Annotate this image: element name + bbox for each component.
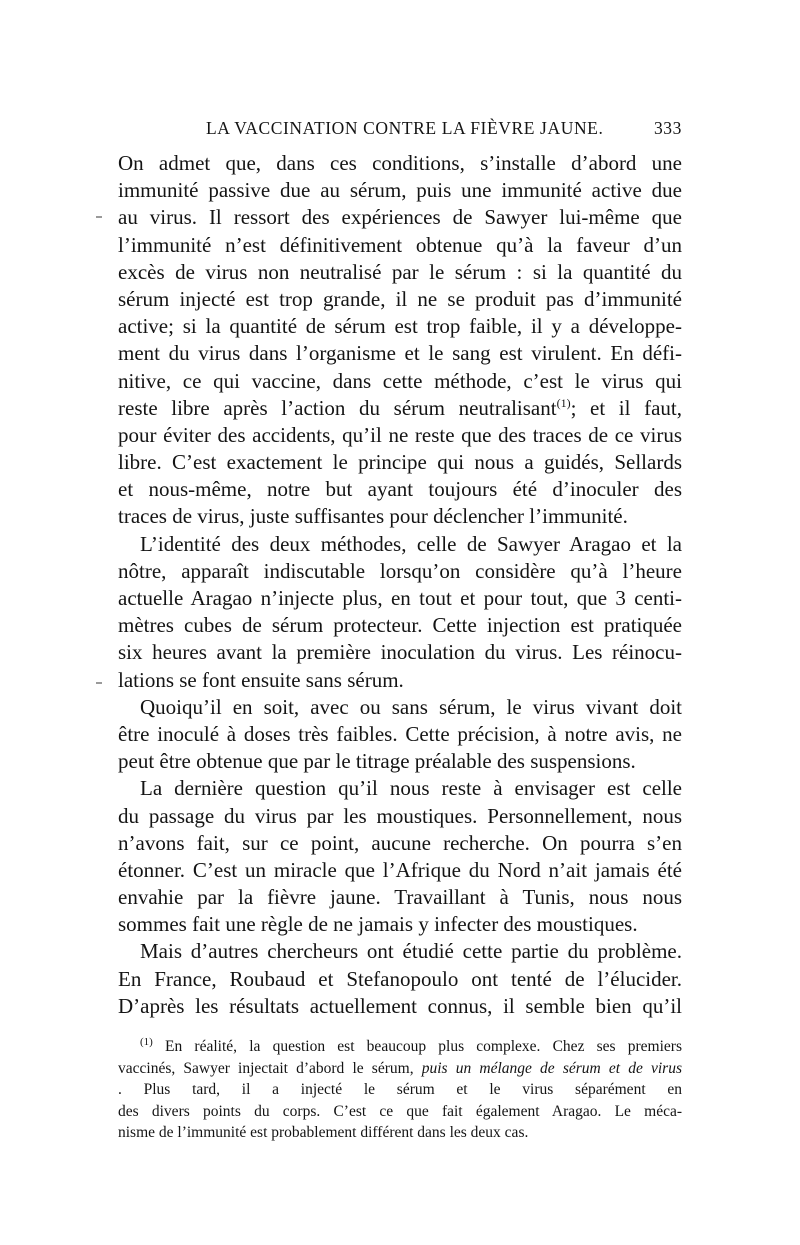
footnote-line: vaccinés, Sawyer injectait d’abord le sérum, puis un mélange de sérum et de virus (118, 1058, 682, 1080)
text-line: lations se font ensuite sans sérum. (118, 667, 404, 692)
paragraph (118, 150, 682, 531)
text-line: Mais d’autres chercheurs ont étudié cette partie du problème. (140, 939, 682, 964)
book-page (118, 112, 682, 1144)
paragraph (118, 694, 682, 776)
text-line: Quoiqu’il en soit, avec ou sans sérum, le virus vivant doit (140, 694, 682, 719)
footnote-line: des divers points du corps. C’est ce que fait également Aragao. Le méca- (118, 1102, 682, 1120)
text-line: excès de virus non neutralisé par le sérum : si la quantité du (118, 259, 682, 284)
text-line: pour éviter des accidents, qu’il ne reste que des traces de ce virus (118, 422, 682, 447)
text-line: au virus. Il ressort des expériences de Sawyer lui-même que (118, 205, 682, 230)
text-line: En France, Roubaud et Stefanopoulo ont tenté de l’élucider. (118, 966, 682, 991)
running-title: LA VACCINATION CONTRE LA FIÈVRE JAUNE. (206, 118, 604, 138)
text-line: actuelle Aragao n’injecte plus, en tout et pour tout, que 3 centi- (118, 586, 682, 610)
text-line: reste libre après l’action du sérum neutralisant$^{(1)}$; et il faut, (118, 395, 682, 420)
text-line: étonner. C’est un miracle que l’Afrique du Nord n’ait jamais été (118, 857, 682, 882)
text-line: D’après les résultats actuellement connus, il semble bien qu’il (118, 993, 682, 1018)
paragraph (118, 938, 682, 1020)
footnote-italic: puis un mélange de sérum et de virus (421, 1059, 682, 1077)
page-number: 333 (653, 118, 682, 138)
margin-mark (96, 682, 102, 684)
margin-mark (96, 216, 102, 218)
text-line: et nous-même, notre but ayant toujours été d’inoculer des (118, 477, 682, 502)
text-line: L’identité des deux méthodes, celle de Sawyer Aragao et la (140, 531, 682, 556)
text-line: sérum injecté est trop grande, il ne se produit pas d’immunité (118, 286, 682, 311)
text-line: La dernière question qu’il nous reste à envisager est celle (140, 776, 682, 801)
text-line: nôtre, apparaît indiscutable lorsqu’on considère qu’à l’heure (118, 558, 682, 583)
footnote-reference: (1) (556, 395, 571, 410)
text-line: mètres cubes de sérum protecteur. Cette injection est pratiquée (118, 613, 682, 638)
text-line: six heures avant la première inoculation du virus. Les réinocu- (118, 640, 682, 665)
text-line: libre. C’est exactement le principe qui nous a guidés, Sellards (118, 450, 682, 475)
text-line: n’avons fait, sur ce point, aucune recherche. On pourra s’en (118, 830, 682, 855)
text-line: ment du virus dans l’organisme et le sang est virulent. En défi- (118, 341, 682, 366)
footnote-line: $^{(1)}$ En réalité, la question est beaucoup plus complexe. Chez ses premiers (140, 1036, 682, 1055)
text-line: On admet que, dans ces conditions, s’installe d’abord une (118, 151, 682, 175)
text-line: nitive, ce qui vaccine, dans cette méthode, c’est le virus qui (118, 368, 682, 393)
text-line: l’immunité n’est définitivement obtenue qu’à la faveur d’un (118, 232, 682, 257)
footnote-mark: (1) (140, 1036, 153, 1048)
text-line: sommes fait une règle de ne jamais y infecter des moustiques. (118, 912, 638, 937)
text-line: du passage du virus par les moustiques. Personnellement, nous (118, 803, 682, 828)
text-line: être inoculé à doses très faibles. Cette précision, à notre avis, ne (118, 721, 682, 746)
footnote-line: . Plus tard, il a injecté le sérum et le virus séparément en (118, 1081, 682, 1098)
text-line: traces de virus, juste suffisantes pour déclencher l’immunité. (118, 504, 628, 529)
paragraph (118, 531, 682, 694)
running-header (118, 112, 682, 142)
footnotes (118, 1036, 682, 1144)
text-line: immunité passive due au sérum, puis une immunité active due (118, 178, 682, 203)
paragraph (118, 775, 682, 938)
text-line: active; si la quantité de sérum est trop faible, il y a développe- (118, 314, 682, 339)
text-line: envahie par la fièvre jaune. Travaillant à Tunis, nous nous (118, 885, 682, 910)
text-line: peut être obtenue que par le titrage préalable des suspensions. (118, 749, 636, 774)
footnote-line: nisme de l’immunité est probablement différent dans les deux cas. (118, 1124, 529, 1141)
body-text (118, 150, 682, 1020)
